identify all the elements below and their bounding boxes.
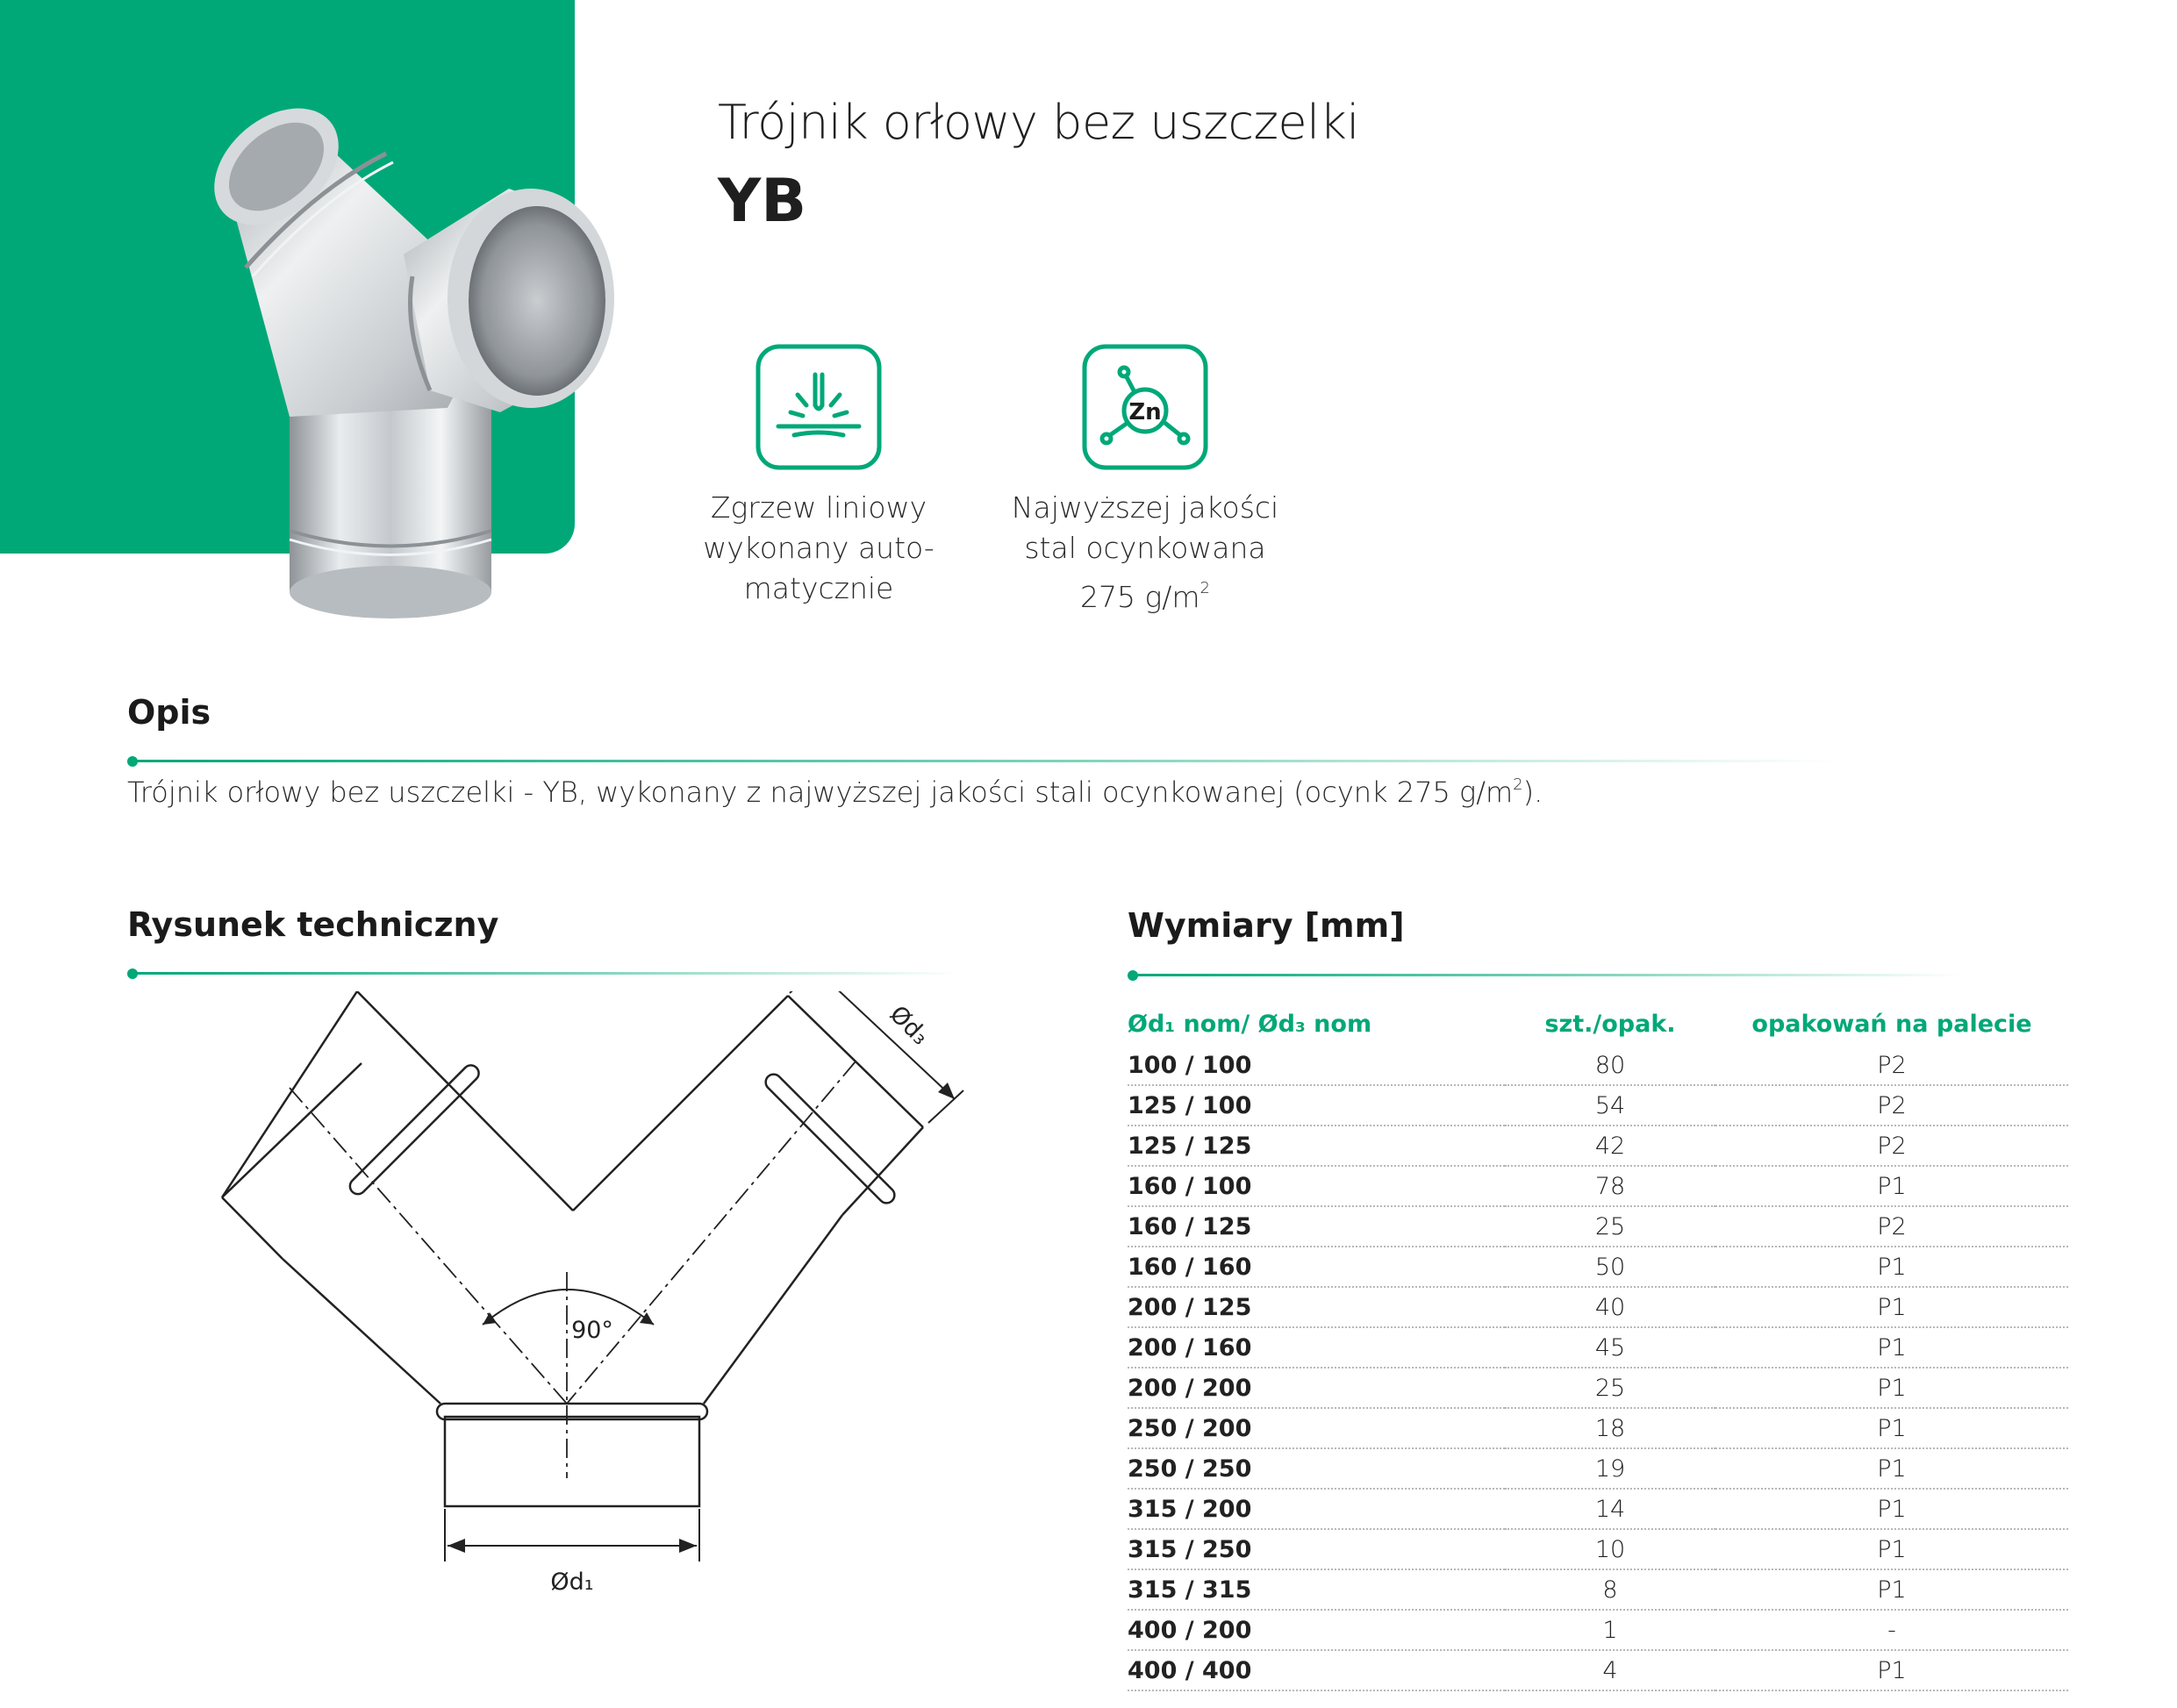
product-photo [211, 101, 667, 645]
column-header-pallet: opakowań na palecie [1751, 1010, 2032, 1038]
cell-pallet: P2 [1715, 1126, 2068, 1166]
cell-diameter: 125 / 125 [1128, 1126, 1505, 1166]
drawing-heading: Rysunek techniczny [127, 905, 499, 944]
description-text [127, 775, 1543, 809]
feature-zinc-line3 [996, 568, 1294, 618]
cell-pieces: 8 [1505, 1569, 1715, 1610]
cell-pieces: 54 [1505, 1085, 1715, 1126]
table-row [1128, 1166, 2068, 1206]
cell-diameter: 400 / 400 [1128, 1650, 1505, 1690]
feature-zinc [996, 344, 1294, 618]
feature-zinc-sup: 2 [1199, 579, 1210, 597]
zinc-badge-text: Zn [1128, 399, 1162, 425]
cell-pieces: 25 [1505, 1368, 1715, 1408]
table-row [1128, 1247, 2068, 1287]
column-header-diameter: Ød₁ nom/ Ød₃ nom [1128, 1010, 1372, 1038]
table-row [1128, 1448, 2068, 1489]
description-rule [127, 756, 1838, 767]
cell-pallet: P1 [1715, 1489, 2068, 1529]
cell-pallet: P2 [1715, 1046, 2068, 1085]
technical-drawing [211, 991, 1000, 1605]
cell-diameter: 200 / 125 [1128, 1287, 1505, 1327]
product-title: Trójnik orłowy bez uszczelki [718, 95, 1359, 150]
cell-pieces: 18 [1505, 1408, 1715, 1448]
angle-label: 90° [571, 1317, 613, 1344]
cell-pieces: 45 [1505, 1327, 1715, 1368]
zinc-molecule-icon [1082, 344, 1208, 470]
cell-pallet: P1 [1715, 1166, 2068, 1206]
cell-diameter: 315 / 250 [1128, 1529, 1505, 1569]
cell-diameter: 400 / 200 [1128, 1610, 1505, 1650]
cell-pieces: 25 [1505, 1206, 1715, 1247]
d1-label: Ød₁ [550, 1569, 594, 1596]
cell-diameter: 250 / 250 [1128, 1448, 1505, 1489]
cell-diameter: 315 / 200 [1128, 1489, 1505, 1529]
table-row [1128, 1610, 2068, 1650]
table-row [1128, 1206, 2068, 1247]
product-code: YB [718, 167, 807, 236]
cell-diameter: 200 / 160 [1128, 1327, 1505, 1368]
cell-pallet: P1 [1715, 1448, 2068, 1489]
feature-zinc-line2: stal ocynkowana [1024, 531, 1266, 565]
table-row [1128, 1085, 2068, 1126]
feature-zinc-weight: 275 g/m [1080, 580, 1200, 614]
cell-diameter: 160 / 125 [1128, 1206, 1505, 1247]
column-header-pieces: szt./opak. [1544, 1010, 1676, 1038]
cell-pallet: P1 [1715, 1408, 2068, 1448]
weld-seam-icon [756, 344, 882, 470]
cell-diameter: 250 / 200 [1128, 1408, 1505, 1448]
feature-zinc-line1: Najwyższej jakości [1011, 490, 1279, 525]
cell-diameter: 160 / 100 [1128, 1166, 1505, 1206]
cell-pallet: P2 [1715, 1206, 2068, 1247]
description-heading: Opis [127, 693, 211, 732]
table-row [1128, 1650, 2068, 1690]
cell-diameter: 315 / 315 [1128, 1569, 1505, 1610]
cell-pallet: P1 [1715, 1287, 2068, 1327]
dimensions-table [1128, 1002, 2068, 1691]
cell-pallet: P1 [1715, 1569, 2068, 1610]
feature-weld-line3: matycznie [743, 571, 894, 605]
table-row [1128, 1569, 2068, 1610]
cell-pallet: P1 [1715, 1247, 2068, 1287]
description-text-main: Trójnik orłowy bez uszczelki - YB, wykonany z najwyższej jakości stali ocynkowanej (ocynk 275 g/m [127, 775, 1514, 809]
feature-weld-line2: wykonany auto- [703, 531, 935, 565]
table-header-row [1128, 1002, 2068, 1046]
cell-pieces: 1 [1505, 1610, 1715, 1650]
table-row [1128, 1529, 2068, 1569]
cell-pieces: 40 [1505, 1287, 1715, 1327]
cell-diameter: 125 / 100 [1128, 1085, 1505, 1126]
dimensions-rule [1128, 970, 1961, 981]
cell-pieces: 78 [1505, 1166, 1715, 1206]
feature-weld-line1: Zgrzew liniowy [710, 490, 927, 525]
cell-diameter: 100 / 100 [1128, 1046, 1505, 1085]
cell-pallet: P1 [1715, 1327, 2068, 1368]
dimensions-table-body [1128, 1046, 2068, 1690]
drawing-rule [127, 968, 961, 979]
cell-pieces: 4 [1505, 1650, 1715, 1690]
cell-pieces: 14 [1505, 1489, 1715, 1529]
cell-pieces: 50 [1505, 1247, 1715, 1287]
table-row [1128, 1126, 2068, 1166]
description-text-sup: 2 [1513, 775, 1523, 794]
table-row [1128, 1046, 2068, 1085]
dimensions-heading: Wymiary [mm] [1128, 906, 1405, 945]
cell-pieces: 80 [1505, 1046, 1715, 1085]
description-text-end: ). [1522, 775, 1543, 809]
cell-pallet: P1 [1715, 1529, 2068, 1569]
table-row [1128, 1327, 2068, 1368]
table-row [1128, 1489, 2068, 1529]
table-row [1128, 1368, 2068, 1408]
cell-pallet: P1 [1715, 1650, 2068, 1690]
table-row [1128, 1408, 2068, 1448]
cell-pieces: 19 [1505, 1448, 1715, 1489]
cell-pallet: P1 [1715, 1368, 2068, 1408]
cell-diameter: 160 / 160 [1128, 1247, 1505, 1287]
table-row [1128, 1287, 2068, 1327]
cell-diameter: 200 / 200 [1128, 1368, 1505, 1408]
cell-pallet: - [1715, 1610, 2068, 1650]
feature-weld [670, 344, 968, 609]
cell-pallet: P2 [1715, 1085, 2068, 1126]
d3-label: Ød₃ [884, 1000, 935, 1051]
cell-pieces: 42 [1505, 1126, 1715, 1166]
cell-pieces: 10 [1505, 1529, 1715, 1569]
